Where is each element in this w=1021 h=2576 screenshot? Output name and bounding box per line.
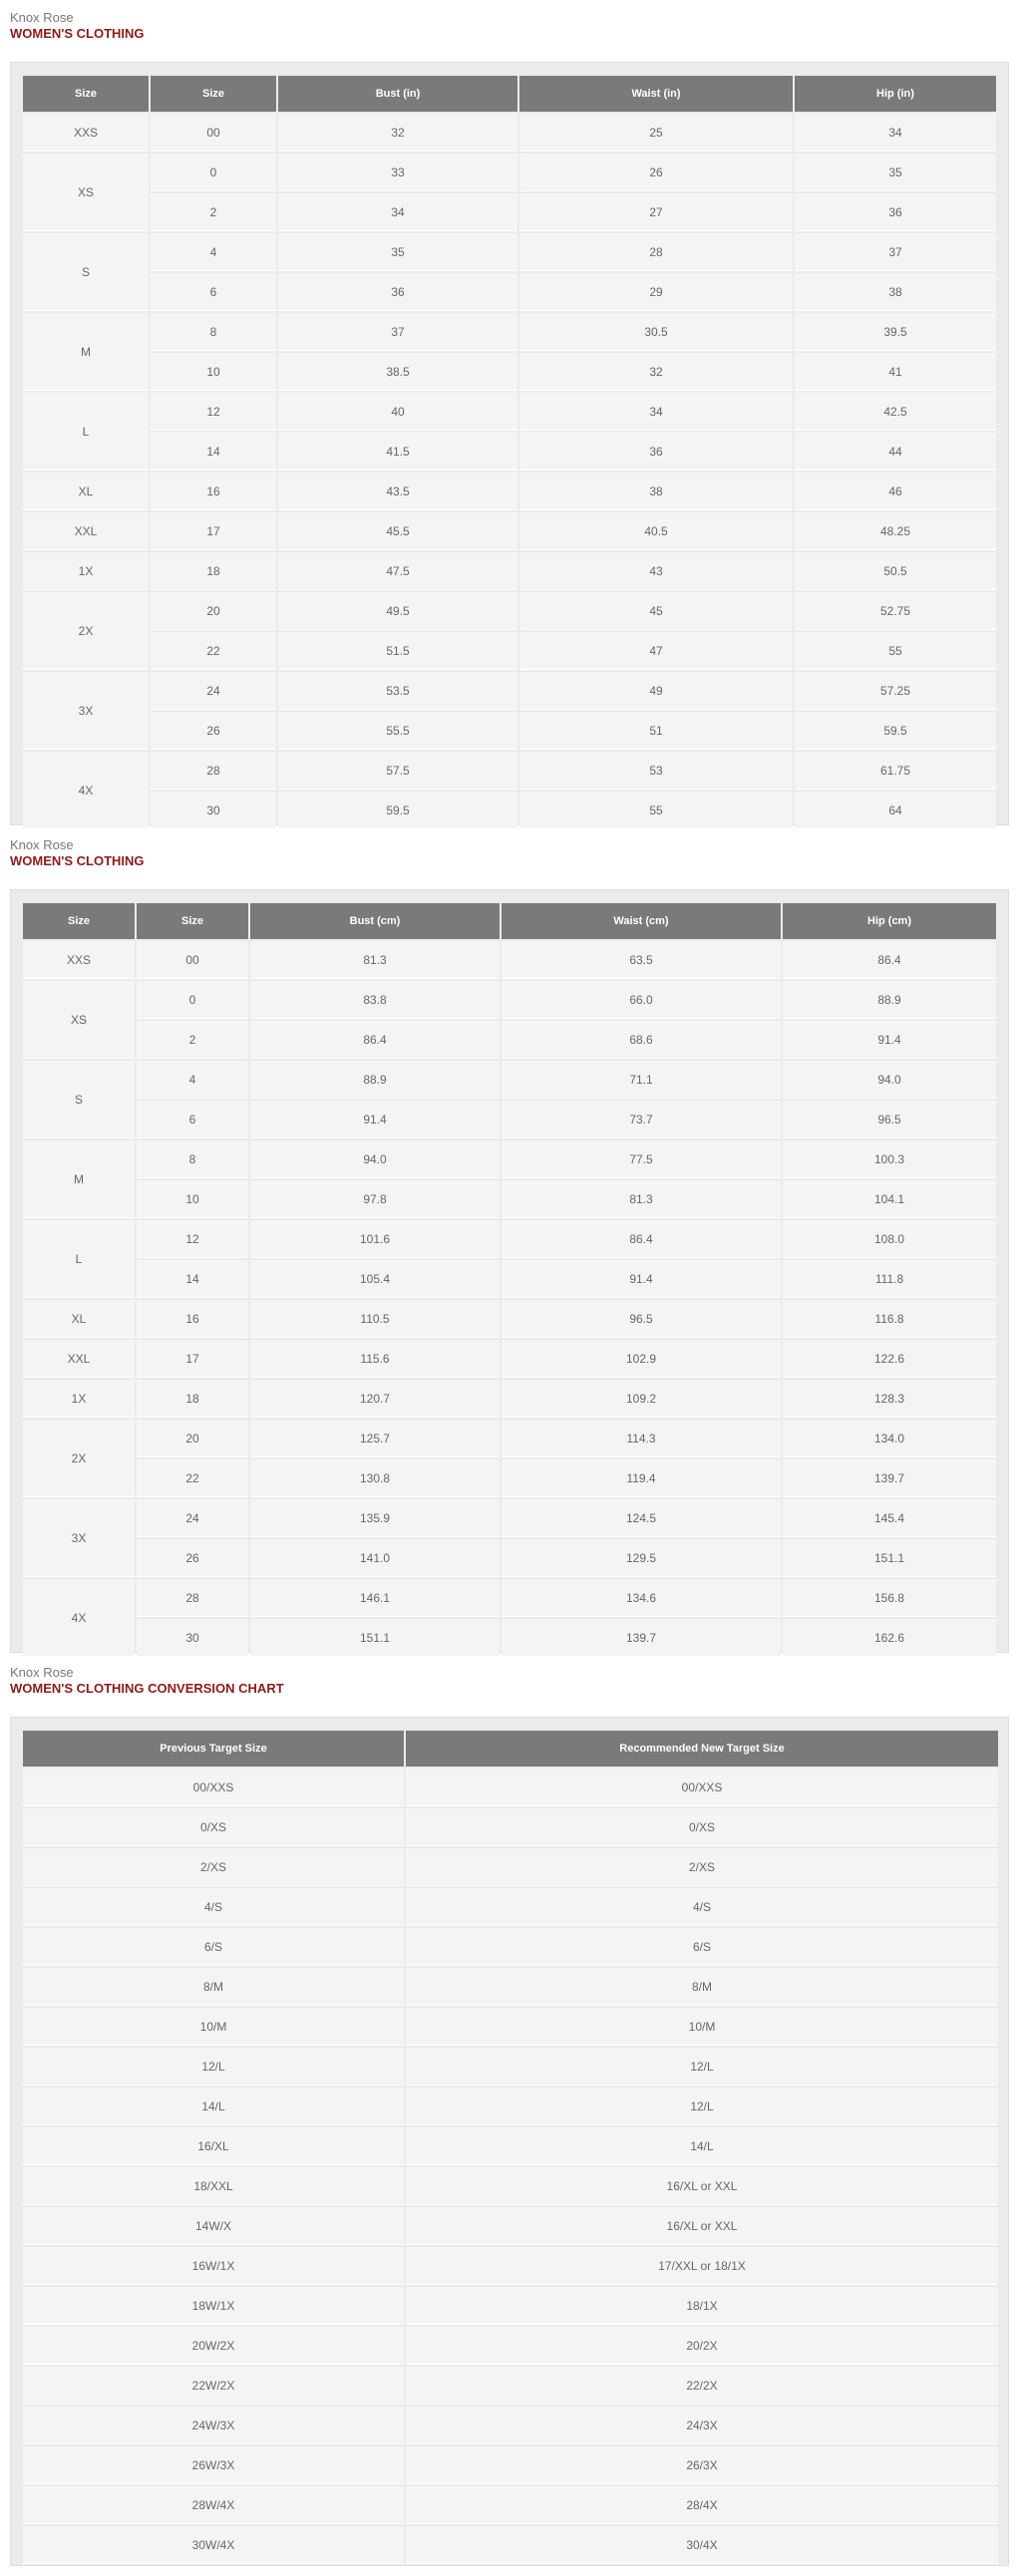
header-hip: Hip (in) (795, 76, 996, 112)
size-table-inches (21, 74, 998, 831)
hip-cell: 46 (795, 473, 996, 510)
table-row (23, 2407, 998, 2444)
size-label-cell: XS (23, 154, 149, 231)
table-row (23, 1459, 996, 1497)
table-row (23, 473, 996, 510)
table-row (23, 433, 996, 471)
bust-cell: 135.9 (250, 1499, 500, 1537)
hip-cell: 35 (795, 154, 996, 191)
table-row (23, 1021, 996, 1059)
hip-cell: 122.6 (783, 1340, 996, 1378)
hip-cell: 34 (795, 114, 996, 152)
previous-size-cell: 28W/4X (23, 2486, 404, 2524)
conversion-chart-section (0, 1655, 1021, 2572)
size-label-cell: 1X (23, 552, 149, 590)
recommended-size-cell: 30/4X (406, 2526, 998, 2564)
brand-name: Knox Rose (10, 1665, 74, 1680)
size-label-cell: M (23, 313, 149, 391)
size-number-cell: 4 (137, 1061, 248, 1099)
table-row (23, 1220, 996, 1258)
size-label-cell: XS (23, 981, 135, 1059)
size-label-cell: 3X (23, 1499, 135, 1577)
size-number-cell: 16 (151, 473, 276, 510)
table-row (23, 353, 996, 391)
size-label-cell: XXS (23, 114, 149, 152)
previous-size-cell: 8/M (23, 1968, 404, 2006)
waist-cell: 109.2 (502, 1380, 781, 1418)
waist-cell: 71.1 (502, 1061, 781, 1099)
size-label-cell: 4X (23, 752, 149, 829)
recommended-size-cell: 17/XXL or 18/1X (406, 2247, 998, 2285)
table-row (23, 2048, 998, 2086)
table-panel (10, 889, 1009, 1653)
waist-cell: 27 (519, 193, 793, 231)
waist-cell: 55 (519, 792, 793, 829)
table-row (23, 2486, 998, 2524)
bust-cell: 38.5 (278, 353, 517, 391)
size-label-cell: 4X (23, 1579, 135, 1657)
size-number-cell: 30 (151, 792, 276, 829)
table-header-row (23, 1731, 998, 1767)
hip-cell: 88.9 (783, 981, 996, 1019)
size-label-cell: 2X (23, 1420, 135, 1497)
hip-cell: 156.8 (783, 1579, 996, 1617)
table-row (23, 1380, 996, 1418)
table-row (23, 1140, 996, 1178)
table-row (23, 154, 996, 191)
size-number-cell: 20 (151, 592, 276, 630)
size-number-cell: 0 (137, 981, 248, 1019)
bust-cell: 94.0 (250, 1140, 500, 1178)
size-label-cell: S (23, 233, 149, 311)
bust-cell: 41.5 (278, 433, 517, 471)
size-label-cell: M (23, 1140, 135, 1218)
hip-cell: 48.25 (795, 512, 996, 550)
table-header-row (23, 76, 996, 112)
recommended-size-cell: 10/M (406, 2008, 998, 2046)
table-panel (10, 62, 1009, 825)
waist-cell: 43 (519, 552, 793, 590)
previous-size-cell: 18W/1X (23, 2287, 404, 2325)
size-label-cell: XL (23, 1300, 135, 1338)
waist-cell: 30.5 (519, 313, 793, 351)
table-header-row (23, 903, 996, 939)
size-number-cell: 6 (151, 273, 276, 311)
bust-cell: 86.4 (250, 1021, 500, 1059)
hip-cell: 57.25 (795, 672, 996, 710)
table-row (23, 2327, 998, 2365)
size-number-cell: 22 (151, 632, 276, 670)
waist-cell: 47 (519, 632, 793, 670)
size-number-cell: 26 (151, 712, 276, 750)
bust-cell: 45.5 (278, 512, 517, 550)
recommended-size-cell: 4/S (406, 1888, 998, 1926)
waist-cell: 40.5 (519, 512, 793, 550)
size-table-body (23, 941, 996, 1657)
size-label-cell: L (23, 393, 149, 471)
previous-size-cell: 16W/1X (23, 2247, 404, 2285)
size-chart-cm-section (0, 827, 1021, 1655)
previous-size-cell: 30W/4X (23, 2526, 404, 2564)
size-number-cell: 28 (137, 1579, 248, 1617)
recommended-size-cell: 26/3X (406, 2446, 998, 2484)
previous-size-cell: 6/S (23, 1928, 404, 1966)
waist-cell: 73.7 (502, 1101, 781, 1138)
size-number-cell: 0 (151, 154, 276, 191)
header-bust: Bust (cm) (250, 903, 500, 939)
size-number-cell: 20 (137, 1420, 248, 1457)
table-row (23, 792, 996, 829)
waist-cell: 114.3 (502, 1420, 781, 1457)
hip-cell: 108.0 (783, 1220, 996, 1258)
recommended-size-cell: 24/3X (406, 2407, 998, 2444)
hip-cell: 100.3 (783, 1140, 996, 1178)
header-hip: Hip (cm) (783, 903, 996, 939)
waist-cell: 77.5 (502, 1140, 781, 1178)
waist-cell: 102.9 (502, 1340, 781, 1378)
size-number-cell: 8 (137, 1140, 248, 1178)
size-number-cell: 10 (151, 353, 276, 391)
table-row (23, 1180, 996, 1218)
table-row (23, 2526, 998, 2564)
table-row (23, 1848, 998, 1886)
hip-cell: 37 (795, 233, 996, 271)
hip-cell: 128.3 (783, 1380, 996, 1418)
bust-cell: 91.4 (250, 1101, 500, 1138)
previous-size-cell: 14/L (23, 2088, 404, 2125)
table-row (23, 2127, 998, 2165)
waist-cell: 124.5 (502, 1499, 781, 1537)
waist-cell: 139.7 (502, 1619, 781, 1657)
size-number-cell: 18 (137, 1380, 248, 1418)
previous-size-cell: 24W/3X (23, 2407, 404, 2444)
hip-cell: 104.1 (783, 1180, 996, 1218)
bust-cell: 34 (278, 193, 517, 231)
conversion-table-body (23, 1769, 998, 2564)
size-chart-inches-section (0, 0, 1021, 827)
table-row (23, 393, 996, 431)
bust-cell: 130.8 (250, 1459, 500, 1497)
table-row (23, 2367, 998, 2405)
table-row (23, 1420, 996, 1457)
bust-cell: 36 (278, 273, 517, 311)
size-number-cell: 10 (137, 1180, 248, 1218)
size-number-cell: 8 (151, 313, 276, 351)
waist-cell: 49 (519, 672, 793, 710)
recommended-size-cell: 12/L (406, 2088, 998, 2125)
hip-cell: 111.8 (783, 1260, 996, 1298)
size-label-cell: 3X (23, 672, 149, 750)
previous-size-cell: 20W/2X (23, 2327, 404, 2365)
bust-cell: 115.6 (250, 1340, 500, 1378)
waist-cell: 129.5 (502, 1539, 781, 1577)
size-number-cell: 18 (151, 552, 276, 590)
table-row (23, 2247, 998, 2285)
hip-cell: 96.5 (783, 1101, 996, 1138)
hip-cell: 41 (795, 353, 996, 391)
previous-size-cell: 12/L (23, 2048, 404, 2086)
section-heading: WOMEN'S CLOTHING (10, 26, 145, 41)
table-row (23, 552, 996, 590)
recommended-size-cell: 12/L (406, 2048, 998, 2086)
recommended-size-cell: 14/L (406, 2127, 998, 2165)
table-row (23, 712, 996, 750)
waist-cell: 51 (519, 712, 793, 750)
waist-cell: 53 (519, 752, 793, 790)
table-row (23, 1340, 996, 1378)
table-row (23, 1769, 998, 1806)
size-number-cell: 4 (151, 233, 276, 271)
previous-size-cell: 10/M (23, 2008, 404, 2046)
table-row (23, 2008, 998, 2046)
bust-cell: 105.4 (250, 1260, 500, 1298)
hip-cell: 94.0 (783, 1061, 996, 1099)
table-row (23, 2287, 998, 2325)
section-heading: WOMEN'S CLOTHING (10, 853, 145, 868)
size-label-cell: 2X (23, 592, 149, 670)
bust-cell: 81.3 (250, 941, 500, 979)
waist-cell: 36 (519, 433, 793, 471)
previous-size-cell: 0/XS (23, 1808, 404, 1846)
table-row (23, 2167, 998, 2205)
size-label-cell: S (23, 1061, 135, 1138)
size-number-cell: 12 (137, 1220, 248, 1258)
waist-cell: 119.4 (502, 1459, 781, 1497)
waist-cell: 28 (519, 233, 793, 271)
table-row (23, 313, 996, 351)
hip-cell: 36 (795, 193, 996, 231)
table-row (23, 1499, 996, 1537)
waist-cell: 32 (519, 353, 793, 391)
hip-cell: 42.5 (795, 393, 996, 431)
header-bust: Bust (in) (278, 76, 517, 112)
size-number-cell: 24 (151, 672, 276, 710)
section-heading: WOMEN'S CLOTHING CONVERSION CHART (10, 1681, 284, 1696)
size-label-cell: XL (23, 473, 149, 510)
waist-cell: 86.4 (502, 1220, 781, 1258)
hip-cell: 134.0 (783, 1420, 996, 1457)
waist-cell: 25 (519, 114, 793, 152)
size-number-cell: 22 (137, 1459, 248, 1497)
bust-cell: 40 (278, 393, 517, 431)
hip-cell: 116.8 (783, 1300, 996, 1338)
previous-size-cell: 4/S (23, 1888, 404, 1926)
bust-cell: 146.1 (250, 1579, 500, 1617)
recommended-size-cell: 8/M (406, 1968, 998, 2006)
waist-cell: 26 (519, 154, 793, 191)
table-row (23, 114, 996, 152)
waist-cell: 68.6 (502, 1021, 781, 1059)
bust-cell: 57.5 (278, 752, 517, 790)
waist-cell: 81.3 (502, 1180, 781, 1218)
recommended-size-cell: 18/1X (406, 2287, 998, 2325)
table-row (23, 981, 996, 1019)
bust-cell: 101.6 (250, 1220, 500, 1258)
waist-cell: 96.5 (502, 1300, 781, 1338)
size-number-cell: 12 (151, 393, 276, 431)
hip-cell: 61.75 (795, 752, 996, 790)
table-row (23, 592, 996, 630)
waist-cell: 91.4 (502, 1260, 781, 1298)
table-row (23, 941, 996, 979)
recommended-size-cell: 16/XL or XXL (406, 2207, 998, 2245)
recommended-size-cell: 28/4X (406, 2486, 998, 2524)
bust-cell: 97.8 (250, 1180, 500, 1218)
table-row (23, 1260, 996, 1298)
recommended-size-cell: 22/2X (406, 2367, 998, 2405)
size-number-cell: 26 (137, 1539, 248, 1577)
bust-cell: 125.7 (250, 1420, 500, 1457)
previous-size-cell: 2/XS (23, 1848, 404, 1886)
size-number-cell: 6 (137, 1101, 248, 1138)
table-row (23, 1928, 998, 1966)
recommended-size-cell: 00/XXS (406, 1769, 998, 1806)
bust-cell: 51.5 (278, 632, 517, 670)
table-row (23, 1061, 996, 1099)
hip-cell: 86.4 (783, 941, 996, 979)
table-row (23, 273, 996, 311)
table-row (23, 1101, 996, 1138)
hip-cell: 44 (795, 433, 996, 471)
waist-cell: 66.0 (502, 981, 781, 1019)
bust-cell: 35 (278, 233, 517, 271)
bust-cell: 83.8 (250, 981, 500, 1019)
size-number-cell: 16 (137, 1300, 248, 1338)
bust-cell: 37 (278, 313, 517, 351)
bust-cell: 151.1 (250, 1619, 500, 1657)
size-number-cell: 14 (151, 433, 276, 471)
hip-cell: 64 (795, 792, 996, 829)
hip-cell: 39.5 (795, 313, 996, 351)
table-row (23, 2088, 998, 2125)
hip-cell: 145.4 (783, 1499, 996, 1537)
table-row (23, 1888, 998, 1926)
bust-cell: 88.9 (250, 1061, 500, 1099)
size-table-cm (21, 901, 998, 1659)
size-number-cell: 2 (151, 193, 276, 231)
bust-cell: 110.5 (250, 1300, 500, 1338)
bust-cell: 47.5 (278, 552, 517, 590)
size-label-cell: XXL (23, 512, 149, 550)
bust-cell: 53.5 (278, 672, 517, 710)
table-row (23, 2446, 998, 2484)
bust-cell: 120.7 (250, 1380, 500, 1418)
header-previous-size: Previous Target Size (23, 1731, 404, 1767)
bust-cell: 59.5 (278, 792, 517, 829)
table-row (23, 1300, 996, 1338)
waist-cell: 34 (519, 393, 793, 431)
size-number-cell: 30 (137, 1619, 248, 1657)
recommended-size-cell: 6/S (406, 1928, 998, 1966)
previous-size-cell: 00/XXS (23, 1769, 404, 1806)
table-row (23, 1539, 996, 1577)
hip-cell: 151.1 (783, 1539, 996, 1577)
waist-cell: 134.6 (502, 1579, 781, 1617)
brand-name: Knox Rose (10, 10, 74, 25)
bust-cell: 33 (278, 154, 517, 191)
header-size-number: Size (137, 903, 248, 939)
hip-cell: 55 (795, 632, 996, 670)
header-size-label: Size (23, 903, 135, 939)
conversion-table (21, 1729, 1000, 2566)
bust-cell: 49.5 (278, 592, 517, 630)
bust-cell: 32 (278, 114, 517, 152)
size-label-cell: XXL (23, 1340, 135, 1378)
size-number-cell: 2 (137, 1021, 248, 1059)
table-row (23, 193, 996, 231)
hip-cell: 59.5 (795, 712, 996, 750)
size-number-cell: 17 (137, 1340, 248, 1378)
table-panel (10, 1717, 1009, 2566)
previous-size-cell: 22W/2X (23, 2367, 404, 2405)
waist-cell: 29 (519, 273, 793, 311)
header-waist: Waist (in) (519, 76, 793, 112)
table-row (23, 672, 996, 710)
waist-cell: 38 (519, 473, 793, 510)
table-row (23, 632, 996, 670)
bust-cell: 55.5 (278, 712, 517, 750)
header-size-label: Size (23, 76, 149, 112)
hip-cell: 139.7 (783, 1459, 996, 1497)
size-label-cell: L (23, 1220, 135, 1298)
table-row (23, 1808, 998, 1846)
waist-cell: 45 (519, 592, 793, 630)
size-label-cell: 1X (23, 1380, 135, 1418)
previous-size-cell: 14W/X (23, 2207, 404, 2245)
size-number-cell: 00 (137, 941, 248, 979)
previous-size-cell: 26W/3X (23, 2446, 404, 2484)
brand-name: Knox Rose (10, 837, 74, 852)
size-number-cell: 24 (137, 1499, 248, 1537)
hip-cell: 38 (795, 273, 996, 311)
size-number-cell: 28 (151, 752, 276, 790)
table-row (23, 512, 996, 550)
table-row (23, 1968, 998, 2006)
table-row (23, 1619, 996, 1657)
previous-size-cell: 18/XXL (23, 2167, 404, 2205)
size-number-cell: 14 (137, 1260, 248, 1298)
bust-cell: 141.0 (250, 1539, 500, 1577)
size-number-cell: 00 (151, 114, 276, 152)
waist-cell: 63.5 (502, 941, 781, 979)
size-label-cell: XXS (23, 941, 135, 979)
recommended-size-cell: 2/XS (406, 1848, 998, 1886)
header-size-number: Size (151, 76, 276, 112)
previous-size-cell: 16/XL (23, 2127, 404, 2165)
hip-cell: 162.6 (783, 1619, 996, 1657)
header-waist: Waist (cm) (502, 903, 781, 939)
hip-cell: 91.4 (783, 1021, 996, 1059)
table-row (23, 2207, 998, 2245)
header-recommended-size: Recommended New Target Size (406, 1731, 998, 1767)
recommended-size-cell: 20/2X (406, 2327, 998, 2365)
size-number-cell: 17 (151, 512, 276, 550)
recommended-size-cell: 0/XS (406, 1808, 998, 1846)
recommended-size-cell: 16/XL or XXL (406, 2167, 998, 2205)
table-row (23, 1579, 996, 1617)
size-table-body (23, 114, 996, 829)
bust-cell: 43.5 (278, 473, 517, 510)
hip-cell: 52.75 (795, 592, 996, 630)
hip-cell: 50.5 (795, 552, 996, 590)
table-row (23, 233, 996, 271)
table-row (23, 752, 996, 790)
